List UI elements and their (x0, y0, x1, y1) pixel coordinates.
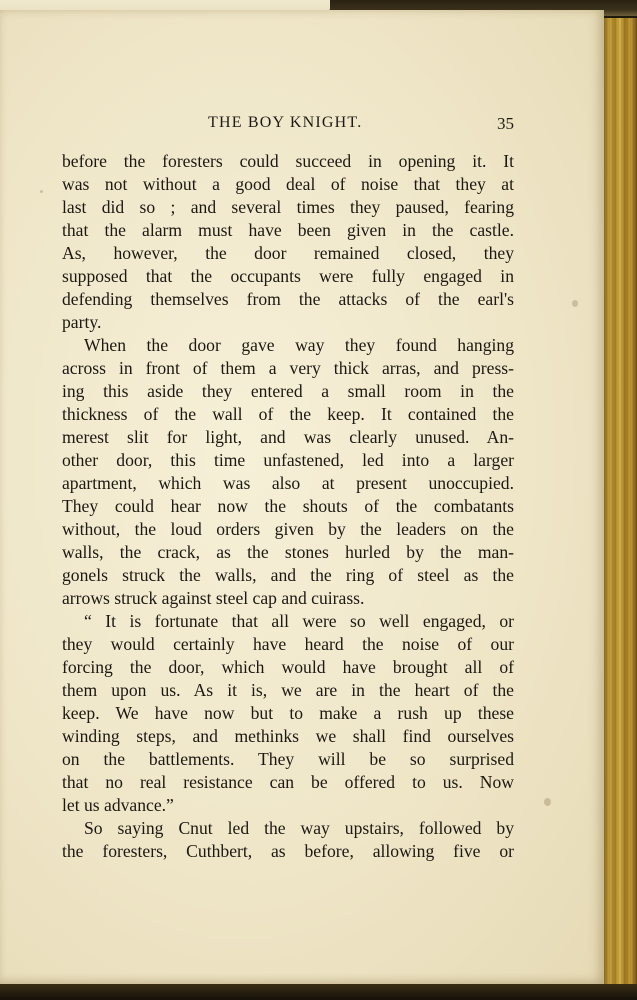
text-line: They could hear now the shouts of the combatants (62, 496, 514, 516)
text-line: the foresters, Cuthbert, as before, allowing five or (62, 841, 514, 861)
text-line: When the door gave way they found hanging (84, 335, 514, 355)
text-line: merest slit for light, and was clearly unused. An- (62, 427, 514, 447)
text-line: keep. We have now but to make a rush up these (62, 703, 514, 723)
text-line: party. (62, 312, 102, 332)
running-header (62, 112, 514, 136)
bottom-page-edge (0, 984, 637, 1000)
text-line: was not without a good deal of noise that they at (62, 174, 514, 194)
gilt-page-edges (604, 18, 637, 990)
paper-speck (40, 190, 43, 193)
text-line: supposed that the occupants were fully engaged in (62, 266, 514, 286)
text-line: gonels struck the walls, and the ring of steel as the (62, 565, 514, 585)
text-line: other door, this time unfastened, led into a larger (62, 450, 514, 470)
text-line: that the alarm must have been given in the castle. (62, 220, 514, 240)
paper-speck (572, 300, 578, 307)
text-line: without, the loud orders given by the leaders on the (62, 519, 514, 539)
text-line: that no real resistance can be offered to us. Now (62, 772, 514, 792)
body-text (62, 150, 514, 863)
text-line: “ It is fortunate that all were so well engaged, or (84, 611, 514, 631)
text-line: last did so ; and several times they paused, fearing (62, 197, 514, 217)
text-line: arrows struck against steel cap and cuirass. (62, 588, 365, 608)
text-line: As, however, the door remained closed, they (62, 243, 514, 263)
text-line: winding steps, and methinks we shall find ourselves (62, 726, 514, 746)
text-line: across in front of them a very thick arras, and press- (62, 358, 514, 378)
running-title: THE BOY KNIGHT. (208, 114, 363, 131)
text-line: So saying Cnut led the way upstairs, followed by (84, 818, 514, 838)
text-line: ing this aside they entered a small room in the (62, 381, 514, 401)
text-line: they would certainly have heard the noise of our (62, 634, 514, 654)
text-line: before the foresters could succeed in opening it. It (62, 151, 514, 171)
text-line: defending themselves from the attacks of the earl's (62, 289, 514, 309)
paper-speck (544, 798, 551, 806)
text-line: let us advance.” (62, 795, 174, 815)
text-line: thickness of the wall of the keep. It contained the (62, 404, 514, 424)
text-line: walls, the crack, as the stones hurled by the man- (62, 542, 514, 562)
text-line: apartment, which was also at present unoccupied. (62, 473, 514, 493)
text-line: forcing the door, which would have brought all of (62, 657, 514, 677)
page-number: 35 (497, 114, 514, 133)
text-line: them upon us. As it is, we are in the heart of the (62, 680, 514, 700)
text-line: on the battlements. They will be so surprised (62, 749, 514, 769)
